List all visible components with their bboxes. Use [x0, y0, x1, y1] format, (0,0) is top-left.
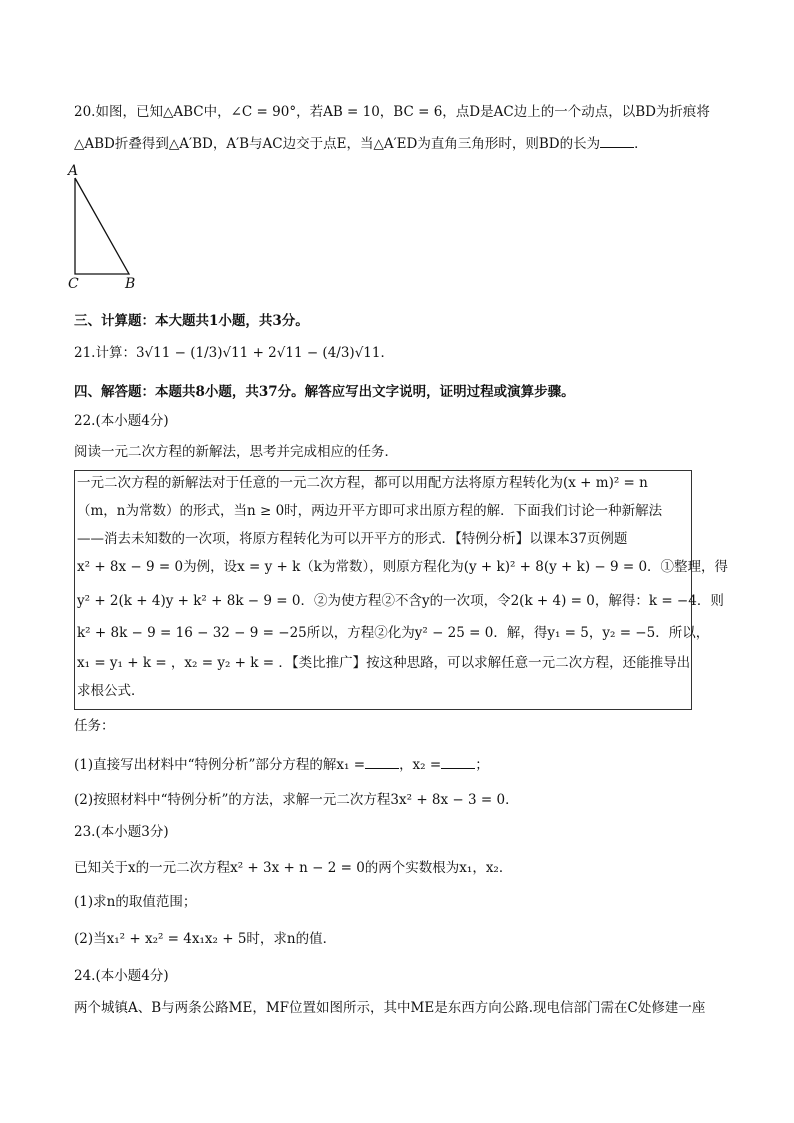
q23-part2: (2)当x₁² + x₂² = 4x₁x₂ + 5时，求n的值．: [74, 931, 337, 947]
q20-line2-end: ．: [634, 136, 648, 152]
q24-stem: 两个城镇A、B与两条公路ME，MF位置如图所示，其中ME是东西方向公路.现电信部门需在C处修建一座: [74, 1000, 706, 1016]
box-line-5: y² + 2(k + 4)y + k² + 8k − 9 = 0．②为使方程②不含y的一次项，令2(k + 4) = 0，解得：k = −4．则: [77, 593, 724, 609]
answer-blank: [600, 134, 634, 148]
triangle-lines: [75, 178, 129, 274]
q23-title: 23.(本小题3分): [74, 824, 169, 840]
label-b: B: [125, 276, 136, 292]
task2: (2)按照材料中“特例分析”的方法，求解一元二次方程3x² + 8x − 3 = 0．: [74, 792, 519, 808]
label-c: C: [68, 276, 79, 292]
q20-line1: 20.如图，已知△ABC中，∠C = 90°，若AB = 10，BC = 6，点D是AC边上的一个动点，以BD为折痕将: [74, 104, 710, 120]
box-line-8: 求根公式．: [77, 683, 145, 699]
box-line-2: （m，n为常数）的形式，当n ≥ 0时，两边开平方即可求出原方程的解．下面我们讨论一种新解法: [77, 503, 663, 519]
label-a: A: [68, 163, 79, 179]
q23-part1: (1)求n的取值范围；: [74, 894, 197, 910]
material-box: [74, 470, 729, 710]
task1-text-b: ，x₂ =: [399, 757, 442, 773]
box-line-1: 一元二次方程的新解法对于任意的一元二次方程，都可以用配方法将原方程转化为(x + m)² = n: [77, 475, 648, 491]
task-label: 任务：: [74, 718, 115, 734]
section4-heading: 四、解答题：本题共8小题，共37分。解答应写出文字说明，证明过程或演算步骤。: [74, 384, 575, 400]
box-line-6: k² + 8k − 9 = 16 − 32 − 9 = −25所以，方程②化为y² − 25 = 0．解，得y₁ = 5，y₂ = −5．所以，: [77, 625, 710, 641]
task1: [74, 755, 489, 775]
q24-title: 24.(本小题4分): [74, 968, 169, 984]
box-line-3: ——消去未知数的一次项，将原方程转化为可以开平方的形式．【特例分析】以课本37页例题: [77, 531, 628, 547]
task1-text-a: (1)直接写出材料中“特例分析”部分方程的解x₁ =: [74, 757, 366, 773]
section3-heading: 三、计算题：本大题共1小题，共3分。: [74, 313, 309, 329]
q20-line2-text: △ABD折叠得到△A′BD，A′B与AC边交于点E，当△A′ED为直角三角形时，则BD的长为: [74, 136, 601, 152]
q22-title: 22.(本小题4分): [74, 413, 169, 429]
triangle-figure: [68, 165, 148, 295]
q22-intro: 阅读一元二次方程的新解法，思考并完成相应的任务．: [74, 444, 398, 460]
box-line-4: x² + 8x − 9 = 0为例，设x = y + k（k为常数），则原方程化为(y + k)² + 8(y + k) − 9 = 0．①整理，得: [77, 559, 729, 575]
q21-text: 21.计算：3√11 − (1/3)√11 + 2√11 − (4/3)√11．: [74, 345, 394, 361]
answer-blank-x1: [365, 755, 399, 769]
task1-end: ；: [475, 757, 489, 773]
q20-line2: [74, 134, 648, 154]
box-line-7: x₁ = y₁ + k = ，x₂ = y₂ + k = ．【类比推广】按这种思路，可以求解任意一元二次方程，还能推导出: [77, 655, 691, 671]
q23-stem: 已知关于x的一元二次方程x² + 3x + n − 2 = 0的两个实数根为x₁，x₂．: [74, 860, 513, 876]
triangle-abc: [68, 165, 148, 295]
answer-blank-x2: [441, 755, 475, 769]
